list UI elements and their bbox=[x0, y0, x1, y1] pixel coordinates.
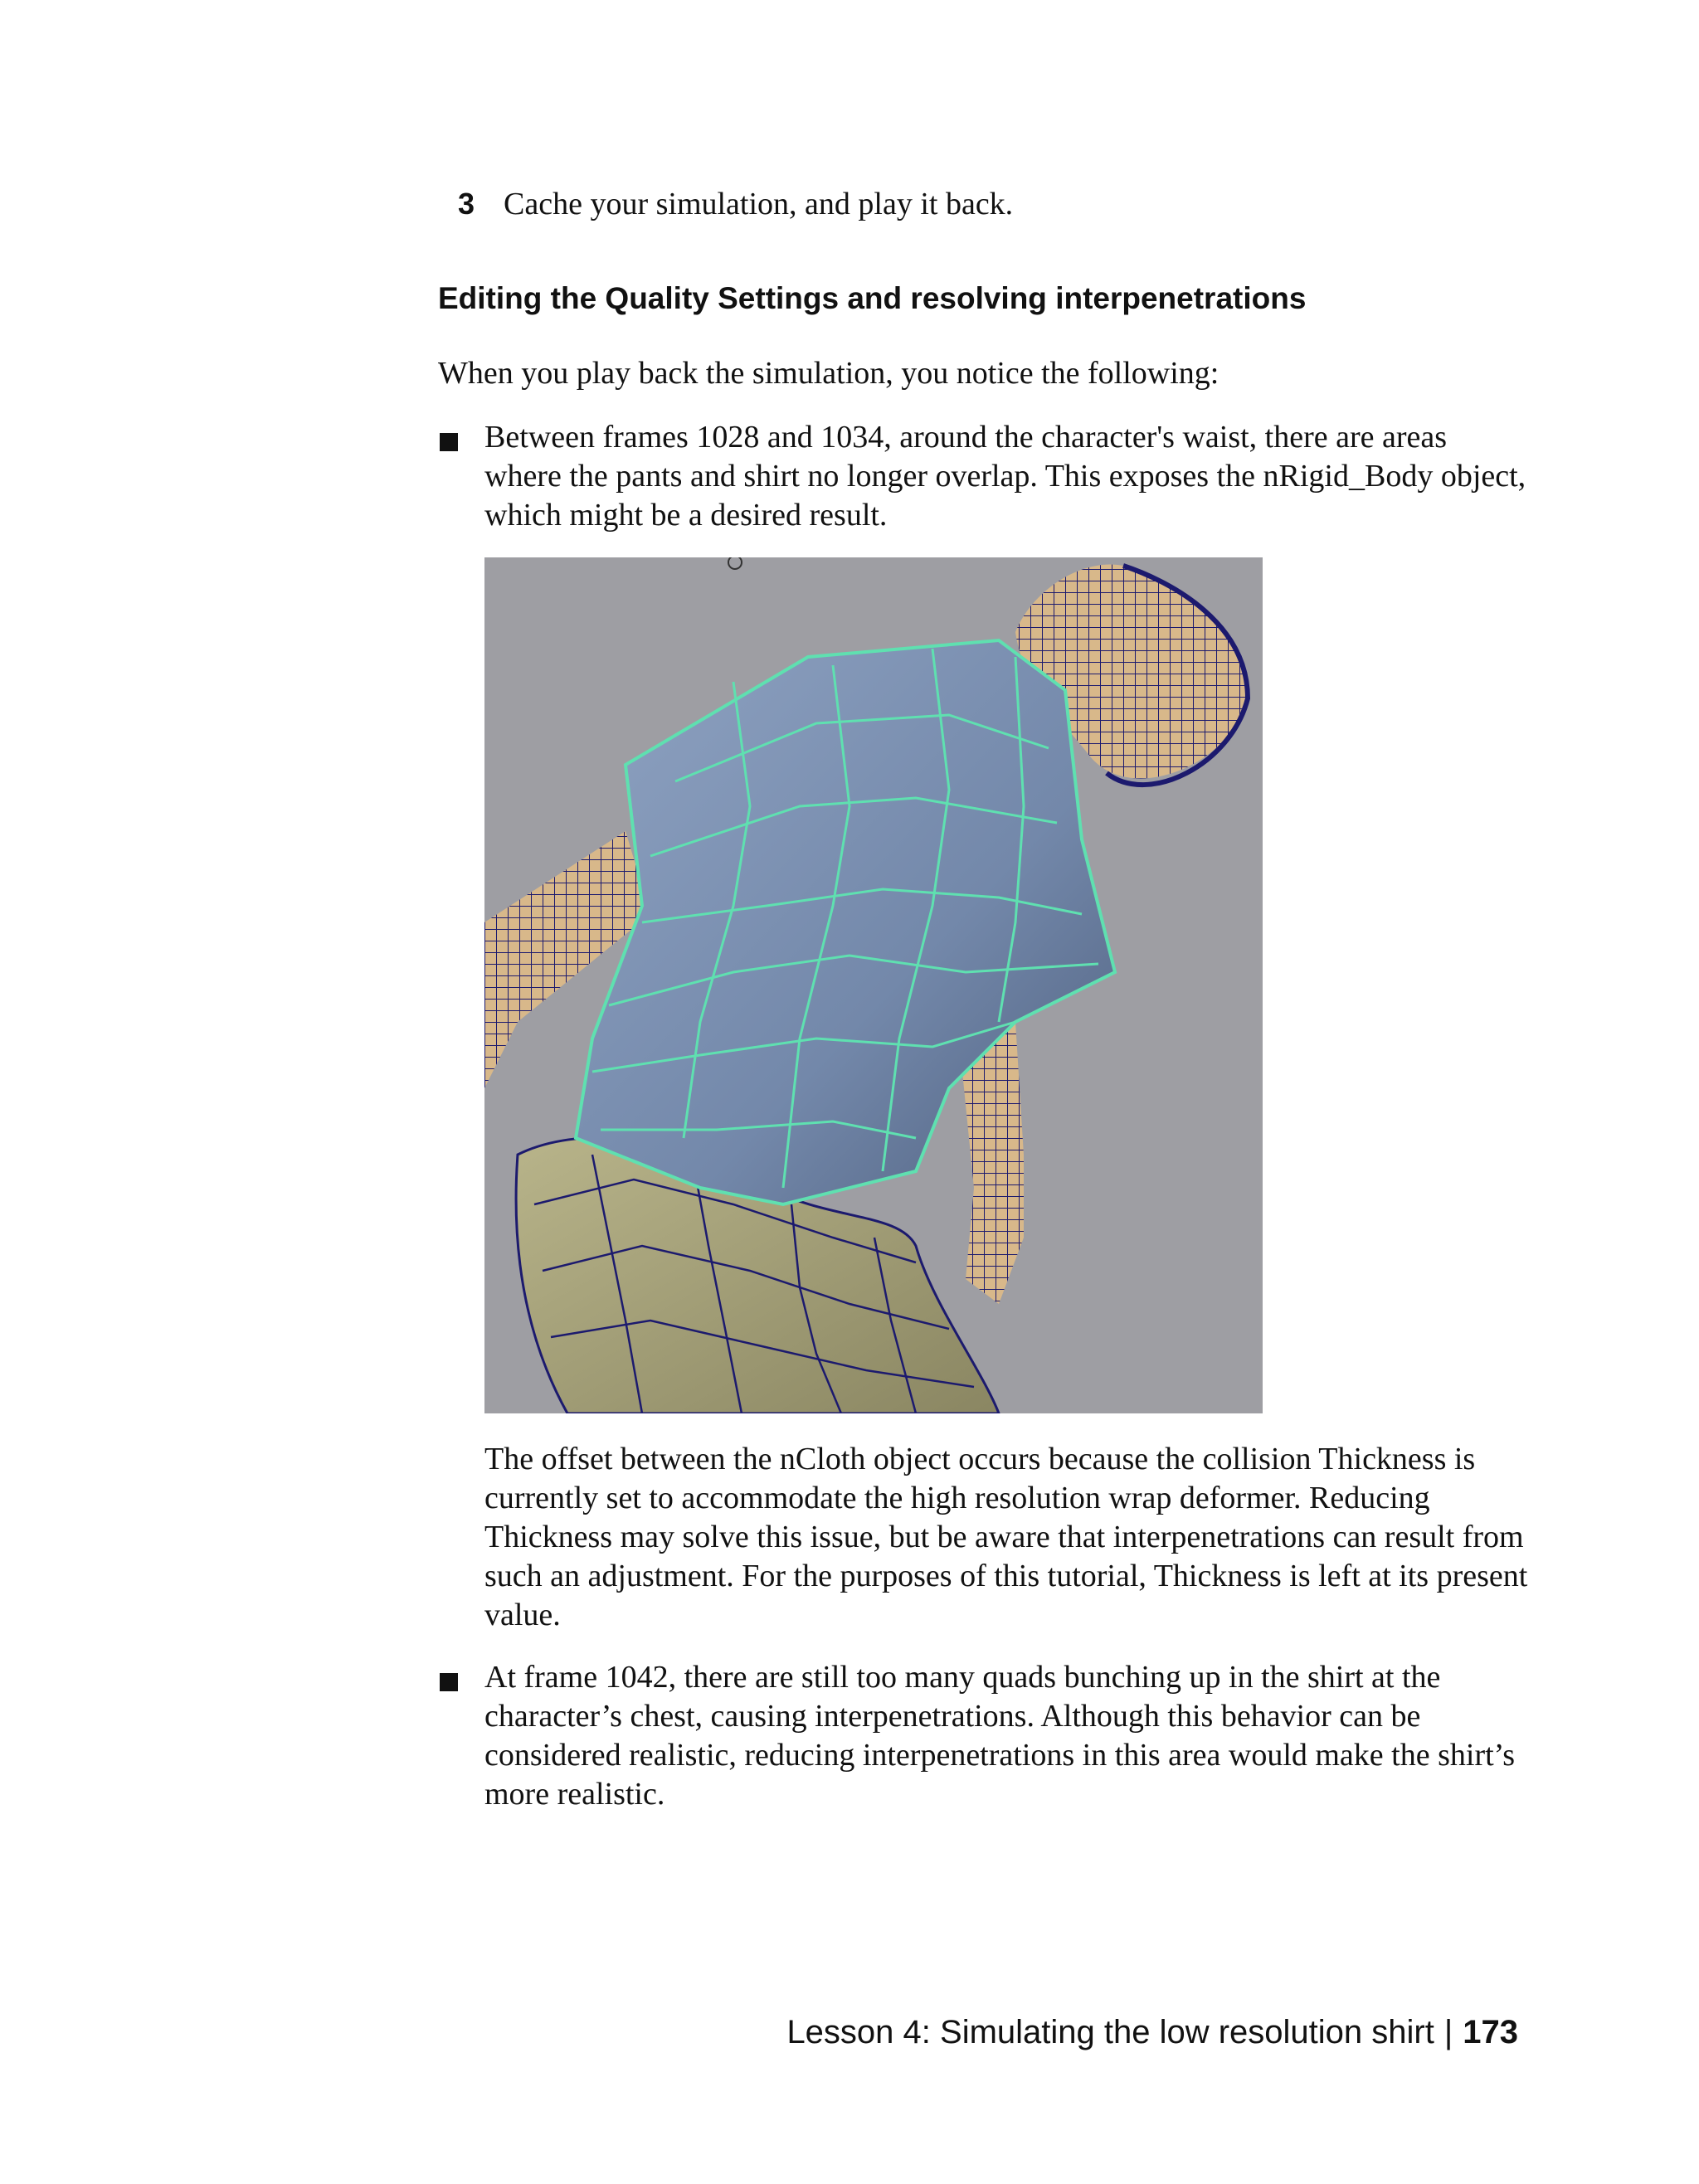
page-number: 173 bbox=[1463, 2014, 1518, 2050]
bullet-text: At frame 1042, there are still too many quads bunching up in the shirt at the character’s chest, causing interpenetrations. Although this behavior can be considered realistic, reducing interpenetrations in this area would make the shirt’s more realistic. bbox=[484, 1660, 1515, 1812]
bullet-square-icon bbox=[440, 433, 458, 451]
step-3 bbox=[458, 181, 1013, 227]
page-footer bbox=[786, 2011, 1518, 2054]
cloth-simulation-screenshot bbox=[484, 557, 1263, 1413]
step-number: 3 bbox=[458, 187, 475, 221]
intro-paragraph: When you play back the simulation, you notice the following: bbox=[438, 356, 1219, 391]
section-heading: Editing the Quality Settings and resolving interpenetrations bbox=[438, 281, 1307, 315]
footer-separator: | bbox=[1443, 2014, 1453, 2050]
footer-chapter-title: Lesson 4: Simulating the low resolution shirt bbox=[786, 2014, 1434, 2050]
figure-explanation-paragraph: The offset between the nCloth object occurs because the collision Thickness is currently set to accommodate the high resolution wrap deformer. Reducing Thickness may solve this issue, but be aware that interpenetrations can result from such an adjustment. For the purposes of this tutorial, Thickness is left at its present value. bbox=[484, 1442, 1528, 1632]
bullet-square-icon bbox=[440, 1673, 458, 1691]
bullet-text: Between frames 1028 and 1034, around the character's waist, there are areas where the pants and shirt no longer overlap. This exposes the nRigid_Body object, which might be a desired result. bbox=[484, 420, 1526, 533]
step-text: Cache your simulation, and play it back. bbox=[504, 187, 1014, 221]
